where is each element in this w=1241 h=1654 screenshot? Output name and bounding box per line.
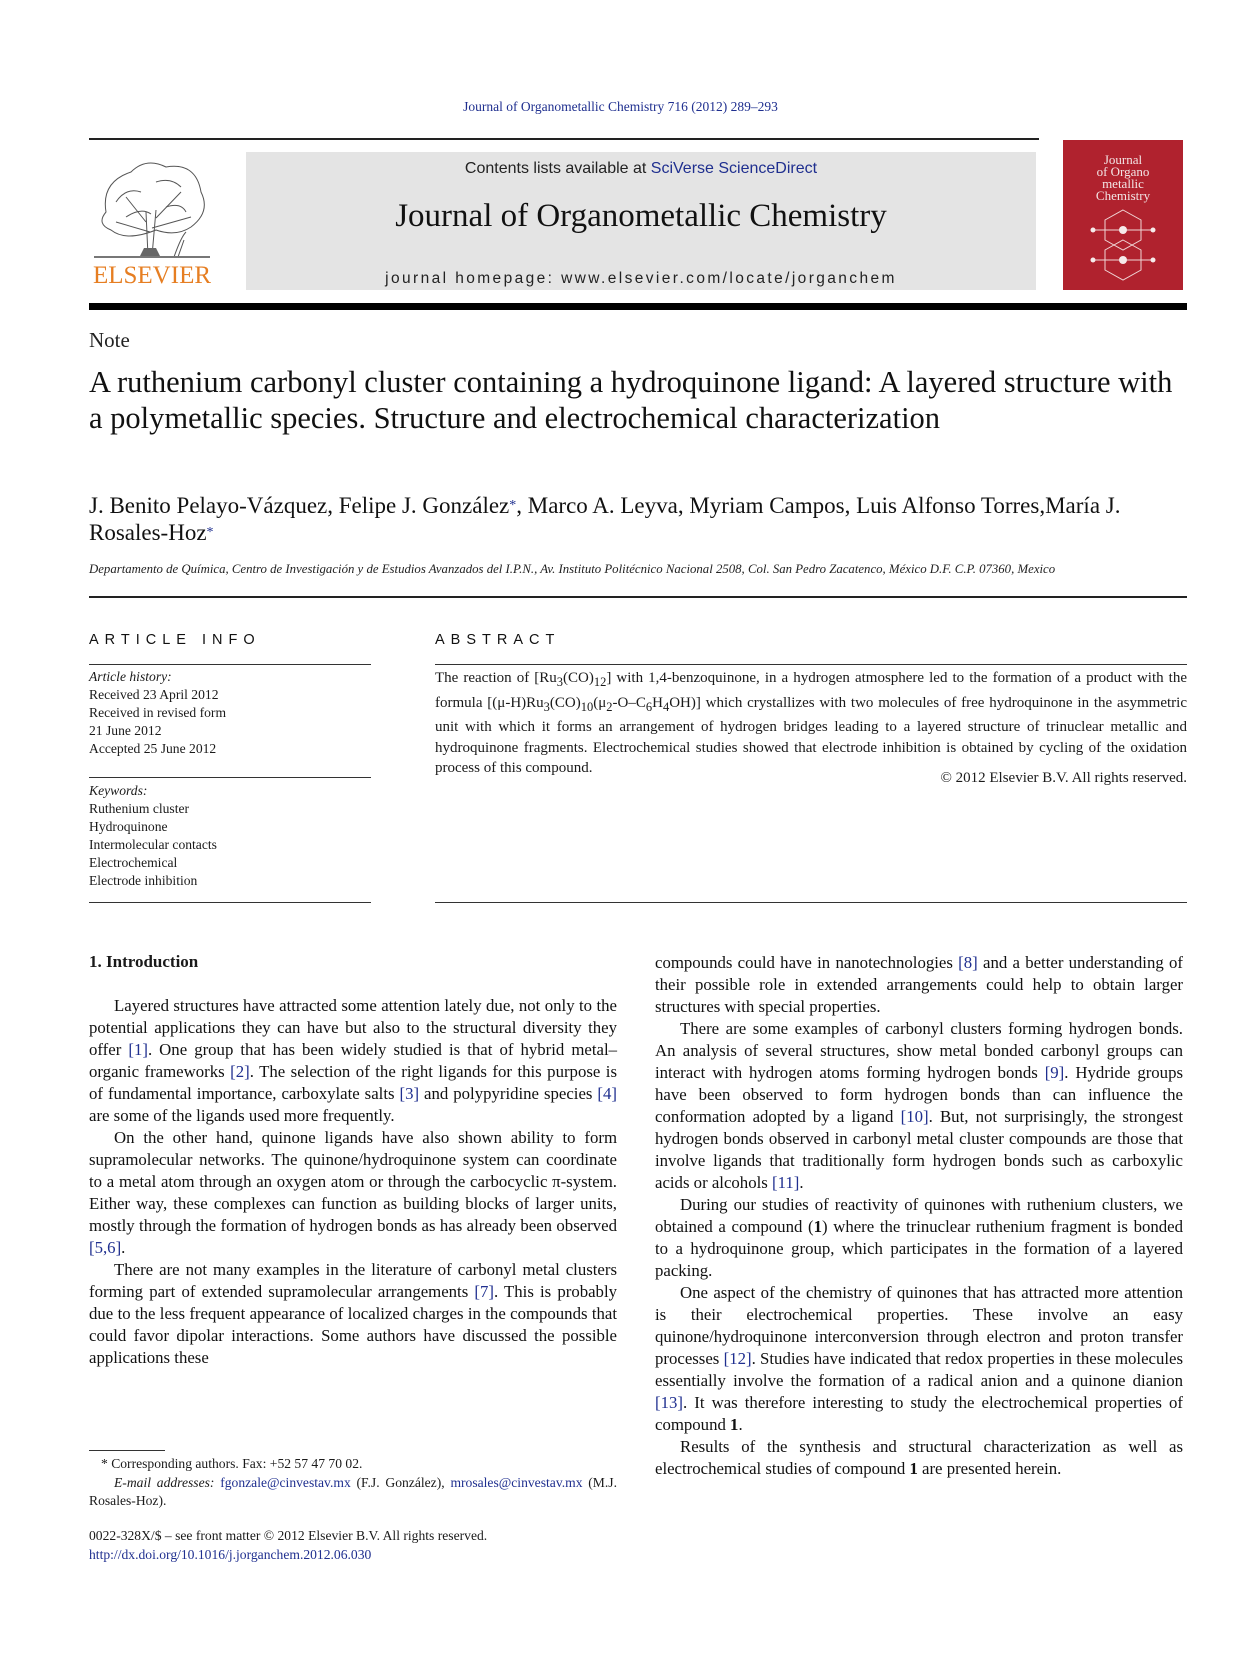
reference-link[interactable]: [7] <box>474 1282 494 1301</box>
author-list: J. Benito Pelayo-Vázquez, Felipe J. González*, Marco A. Leyva, Myriam Campos, Luis Alfonso Torres,María J. Rosales-Hoz* <box>89 493 1121 545</box>
elsevier-logo <box>86 152 218 290</box>
doi-link[interactable]: http://dx.doi.org/10.1016/j.jorganchem.2012.06.030 <box>89 1547 372 1562</box>
history-item: Received 23 April 2012 <box>89 687 219 702</box>
contents-line <box>246 160 1036 178</box>
cover-line: of Organo <box>1096 164 1150 179</box>
email-note <box>89 1474 617 1511</box>
cover-title <box>1063 154 1183 202</box>
body-paragraph: During our studies of reactivity of quinones with ruthenium clusters, we obtained a compound (1) where the trinuclear ruthenium fragment is bonded to a hydroquinone group, which participates in the formation of a layered packing. <box>655 1195 1183 1280</box>
abstract-rule <box>435 664 1187 665</box>
info-rule <box>89 664 371 665</box>
reference-link[interactable]: [4] <box>597 1084 617 1103</box>
corresponding-author-marker[interactable]: * <box>509 498 517 513</box>
abstract-text: The reaction of $[Ru_3(CO)_{12}]$ with 1,4-benzoquinone, in a hydrogen atmosphere led to the formation of a product with the formula $[(\mu-H)Ru_3(CO)_{10}(\mu_2-O-C_6H_4OH)]$ which crystallizes with two molecules of free hydroquinone in the asymmetric unit with which it forms an arrangement of hydrogen bridges leading to a layered structure of trinuclear metallic and hydroquinone fragments. Electrochemical studies showed that electrode inhibition is obtained by cycling of the oxidation process of this compound. <box>435 670 1187 776</box>
keywords <box>89 782 369 890</box>
footnote-rule <box>89 1450 165 1451</box>
reference-link[interactable]: [11] <box>771 1173 800 1192</box>
email-link[interactable]: fgonzale@cinvestav.mx <box>220 1474 351 1490</box>
header-thick-rule <box>89 303 1187 310</box>
reference-link[interactable]: [8] <box>958 953 978 972</box>
compound-number: 1 <box>730 1415 739 1434</box>
journal-citation[interactable]: Journal of Organometallic Chemistry 716 (2012) 289–293 <box>463 99 778 114</box>
cover-line: Chemistry <box>1095 188 1151 203</box>
body-paragraph: One aspect of the chemistry of quinones that has attracted more attention is their electrochemical properties. These involve an easy quinone/hydroquinone interconversion through electron and proton transfer processes [12]. Studies have indicated that redox properties in these molecules essentially involve the formation of a radical anion and a quinone dianion [13]. It was therefore interesting to study the electrochemical properties of compound 1. <box>655 1283 1184 1434</box>
reference-link[interactable]: [3] <box>399 1084 420 1103</box>
cover-line: Journal <box>1103 152 1143 167</box>
reference-link[interactable]: [9] <box>1044 1063 1065 1082</box>
reference-link[interactable]: [13] <box>655 1393 683 1412</box>
reference-link[interactable]: [5,6] <box>89 1238 122 1257</box>
history-label: Article history: <box>89 669 172 684</box>
keyword: Intermolecular contacts <box>89 837 217 852</box>
header-rule <box>89 138 1039 140</box>
author-name: Luis Alfonso Torres <box>856 493 1040 518</box>
abstract-rule <box>435 902 1187 903</box>
corresponding-author-marker[interactable]: * <box>206 525 214 540</box>
email-label: E-mail addresses: <box>114 1474 215 1490</box>
issn-line: 0022-328X/$ – see front matter © 2012 Elsevier B.V. All rights reserved. <box>89 1528 488 1543</box>
compound-number: 1 <box>813 1217 822 1236</box>
abstract-copyright: © 2012 Elsevier B.V. All rights reserved. <box>940 770 1187 786</box>
corresponding-note: * Corresponding authors. Fax: +52 57 47 70 02. <box>101 1456 363 1471</box>
body-paragraph: Layered structures have attracted some attention lately due, not only to the potential applications they can have but also to the structural diversity they offer [1]. One group that has been widely studied is that of hybrid metal–organic frameworks [2]. The selection of the right ligands for this purpose is of fundamental importance, carboxylate salts [3] and polypyridine species [4] are some of the ligands used more frequently. <box>89 996 617 1125</box>
author-name: Felipe J. González <box>338 493 510 518</box>
email-owner: (F.J. González), <box>350 1474 451 1490</box>
body-column-left <box>89 995 617 1369</box>
article-history <box>89 668 369 758</box>
title-rule <box>89 596 1187 598</box>
abstract-heading: ABSTRACT <box>435 632 561 648</box>
email-link[interactable]: mrosales@cinvestav.mx <box>450 1474 583 1490</box>
reference-link[interactable]: [10] <box>900 1107 929 1126</box>
body-paragraph: There are not many examples in the literature of carbonyl metal clusters forming part of extended supramolecular arrangements [7]. This is probably due to the less frequent appearance of localized charges in the compounds that could favor dipolar interactions. Some authors have discussed the possible applications these <box>89 1260 617 1367</box>
email-owner: (M.J. Rosales-Hoz). <box>89 1474 617 1508</box>
body-paragraph: Results of the synthesis and structural characterization as well as electrochemical studies of compound 1 are presented herein. <box>655 1437 1183 1478</box>
history-item: Accepted 25 June 2012 <box>89 741 217 756</box>
author-name: Myriam Campos <box>689 493 845 518</box>
body-paragraph: compounds could have in nanotechnologies [8] and a better understanding of their possible role in extended arrangements could help to obtain larger structures with special properties. <box>655 953 1183 1016</box>
reference-link[interactable]: [12] <box>723 1349 752 1368</box>
section-heading: 1. Introduction <box>89 952 199 971</box>
sciencedirect-link[interactable]: SciVerse ScienceDirect <box>650 160 818 177</box>
compound-number: 1 <box>909 1459 918 1478</box>
body-column-right <box>655 952 1183 1480</box>
keyword: Ruthenium cluster <box>89 801 190 816</box>
journal-title: Journal of Organometallic Chemistry <box>395 198 887 234</box>
keyword: Electrode inhibition <box>89 873 198 888</box>
history-item: Received in revised form <box>89 705 227 720</box>
author-name: María J. Rosales-Hoz <box>89 493 1121 545</box>
author-name: J. Benito Pelayo-Vázquez <box>89 493 328 518</box>
cover-line: metallic <box>1102 176 1144 191</box>
elsevier-wordmark: ELSEVIER <box>92 262 212 289</box>
journal-cover <box>1063 140 1183 290</box>
history-item: 21 June 2012 <box>89 723 162 738</box>
body-paragraph: On the other hand, quinone ligands have also shown ability to form supramolecular networks. The quinone/hydroquinone system can coordinate to a metal atom through an oxygen atom or through the carbocyclic π-system. Either way, these complexes can function as building blocks of larger units, mostly through the formation of hydrogen bonds as has already been observed [5,6]. <box>89 1128 617 1257</box>
author-name: Marco A. Leyva <box>527 493 678 518</box>
keywords-label: Keywords: <box>89 783 148 798</box>
footnote <box>89 1455 617 1511</box>
affiliation: Departamento de Química, Centro de Investigación y de Estudios Avanzados del I.P.N., Av. Instituto Politécnico Nacional 2508, Col. San Pedro Zacatenco, México D.F. C.P. 07360, Mexico <box>89 562 1056 576</box>
info-rule <box>89 777 371 778</box>
article-info-heading: ARTICLE INFO <box>89 632 261 648</box>
journal-banner <box>246 152 1036 290</box>
contents-prefix: Contents lists available at <box>464 160 651 177</box>
keyword: Hydroquinone <box>89 819 168 834</box>
reference-link[interactable]: [1] <box>128 1040 148 1059</box>
molecule-icon <box>1083 206 1163 282</box>
reference-link[interactable]: [2] <box>230 1062 250 1081</box>
keyword: Electrochemical <box>89 855 178 870</box>
info-rule <box>89 902 371 903</box>
article-type: Note <box>89 328 130 352</box>
journal-homepage[interactable]: journal homepage: www.elsevier.com/locate/jorganchem <box>385 270 897 287</box>
body-paragraph: There are some examples of carbonyl clusters forming hydrogen bonds. An analysis of several structures, show metal bonded carbonyl groups can interact with hydrogen atoms forming hydrogen bonds [9]. Hydride groups have been observed to form hydrogen bonds than can influence the conformation adopted by a ligand [10]. But, not surprisingly, the strongest hydrogen bonds observed in carbonyl metal cluster compounds are those that involve ligands that traditionally form hydrogen bonds such as carboxylic acids or alcohols [11]. <box>655 1019 1183 1192</box>
article-title: A ruthenium carbonyl cluster containing a hydroquinone ligand: A layered structure with a polymetallic species. Structure and electrochemical characterization <box>89 365 1173 435</box>
